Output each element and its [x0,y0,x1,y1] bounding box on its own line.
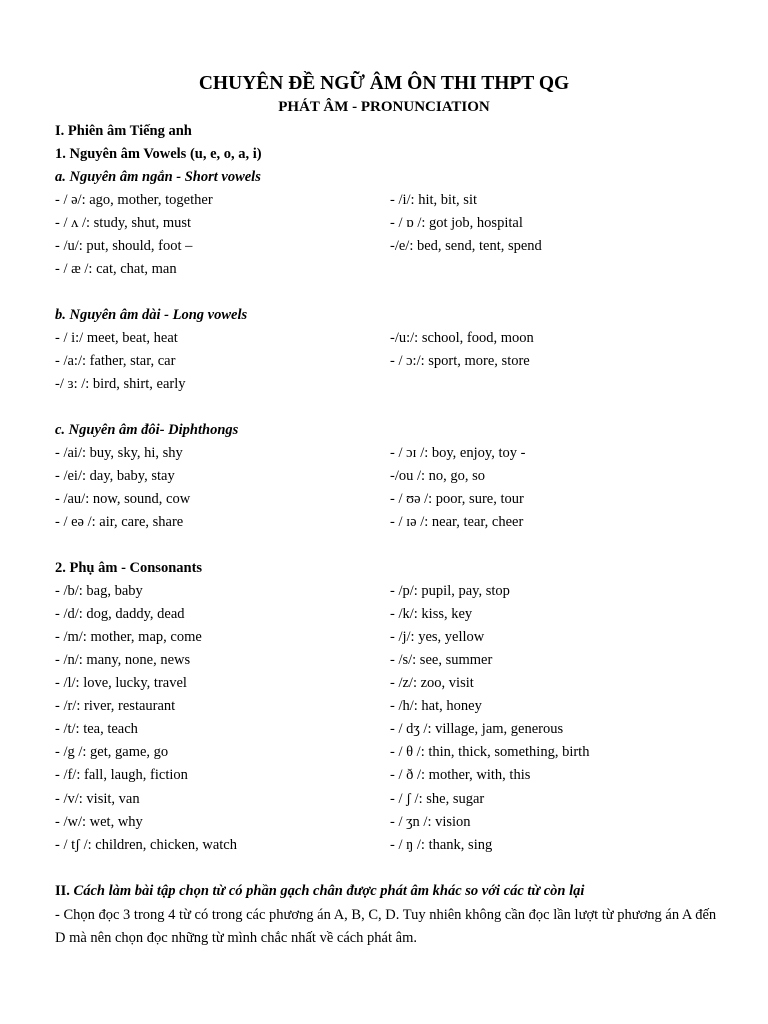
row-left: - /w/: wet, why [55,814,143,830]
table-row [0,375,768,393]
section2-title: Cách làm bài tập chọn từ có phần gạch chân được phát âm khác so với các từ còn lại [69,883,585,899]
row-right: -/e/: bed, send, tent, spend [390,238,542,254]
row-left: - /a:/: father, star, car [55,353,176,369]
table-row [0,697,768,715]
row-right: - /p/: pupil, pay, stop [390,583,510,599]
row-right: - / ʒn /: vision [390,814,471,830]
long-vowels-heading: b. Nguyên âm dài - Long vowels [55,307,248,323]
table-row [0,743,768,761]
row-left: - /m/: mother, map, come [55,629,202,645]
diphthongs-heading: c. Nguyên âm đôi- Diphthongs [55,422,239,438]
row-left: - /g /: get, game, go [55,744,169,760]
table-row [0,513,768,531]
row-right: - / θ /: thin, thick, something, birth [390,744,590,760]
row-right: - / dʒ /: village, jam, generous [390,721,564,737]
row-left: - / tʃ /: children, chicken, watch [55,837,237,853]
row-right: - / ʊə /: poor, sure, tour [390,491,524,507]
table-row [0,352,768,370]
row-left: - /ai/: buy, sky, hi, shy [55,445,183,461]
row-right: - /s/: see, summer [390,652,493,668]
table-row [0,467,768,485]
row-left: - /n/: many, none, news [55,652,191,668]
table-row [0,214,768,232]
row-right: - / ð /: mother, with, this [390,767,531,783]
table-row [0,628,768,646]
row-right: - /i/: hit, bit, sit [390,192,478,208]
table-row [0,790,768,808]
section-heading-transcription: I. Phiên âm Tiếng anh [55,123,192,139]
row-left: - / ʌ /: study, shut, must [55,215,192,231]
row-left: - /v/: visit, van [55,791,140,807]
section2-heading [55,882,584,900]
consonants-heading: 2. Phụ âm - Consonants [55,560,203,576]
row-left: - /b/: bag, baby [55,583,143,599]
vowels-heading: 1. Nguyên âm Vowels (u, e, o, a, i) [55,146,262,162]
table-row [0,260,768,278]
row-right: - / ʃ /: she, sugar [390,791,485,807]
row-right: - /h/: hat, honey [390,698,482,714]
row-left: - /ei/: day, baby, stay [55,468,175,484]
table-row [0,490,768,508]
row-left: - / ə/: ago, mother, together [55,192,213,208]
row-right: - / ɔɪ /: boy, enjoy, toy - [390,445,526,461]
row-left: - /u/: put, should, foot – [55,238,193,254]
table-row [0,674,768,692]
table-row [0,237,768,255]
table-row [0,444,768,462]
page-title: CHUYÊN ĐỀ NGỮ ÂM ÔN THI THPT QG [198,73,570,94]
table-row [0,766,768,784]
row-right: - /z/: zoo, visit [390,675,474,691]
table-row [0,329,768,347]
row-left: - / i:/ meet, beat, heat [55,330,178,346]
section2-paragraph: - Chọn đọc 3 trong 4 từ có trong các phương án A, B, C, D. Tuy nhiên không cần đọc lần lượt từ phương án A đến D mà nên chọn đọc những từ mình chắc nhất về cách phát âm. [55,907,717,946]
row-right: -/ou /: no, go, so [390,468,486,484]
row-left: - / eə /: air, care, share [55,514,184,530]
table-row [0,651,768,669]
table-row [0,191,768,209]
page-subtitle: PHÁT ÂM - PRONUNCIATION [278,99,490,115]
row-left: - /d/: dog, daddy, dead [55,606,185,622]
table-row [0,836,768,854]
row-right: -/u:/: school, food, moon [390,330,534,346]
table-row [0,720,768,738]
table-row [0,605,768,623]
table-row [0,582,768,600]
row-left: -/ ɜ: /: bird, shirt, early [55,376,186,392]
row-right: - / ɒ /: got job, hospital [390,215,523,231]
row-left: - / æ /: cat, chat, man [55,261,177,277]
row-left: - /f/: fall, laugh, fiction [55,767,188,783]
row-right: - /j/: yes, yellow [390,629,485,645]
short-vowels-heading: a. Nguyên âm ngắn - Short vowels [55,169,261,185]
row-right: - /k/: kiss, key [390,606,473,622]
row-left: - /t/: tea, teach [55,721,138,737]
row-right: - / ŋ /: thank, sing [390,837,493,853]
row-left: - /au/: now, sound, cow [55,491,191,507]
row-left: - /l/: love, lucky, travel [55,675,187,691]
row-right: - / ɪə /: near, tear, cheer [390,514,524,530]
row-left: - /r/: river, restaurant [55,698,176,714]
section2-number: II. [55,883,70,899]
row-right: - / ɔ:/: sport, more, store [390,353,530,369]
table-row [0,813,768,831]
